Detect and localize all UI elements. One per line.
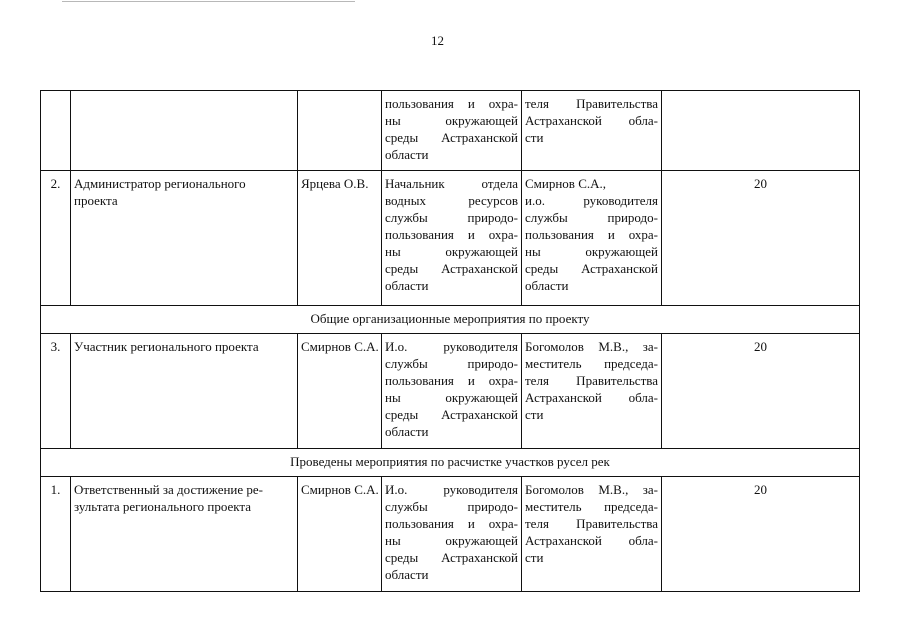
supervisor-text-line: Астраханской обла- <box>525 533 658 548</box>
share-cell: 20 <box>662 171 860 306</box>
responsibility-table <box>40 90 860 592</box>
table-row <box>41 91 860 171</box>
position-cell <box>382 91 522 171</box>
supervisor-text-line: и.о. руководителя <box>525 193 658 208</box>
role-text-line: Администратор регионального <box>74 176 246 191</box>
person-cell: Смирнов С.А. <box>298 334 382 449</box>
section-title: Проведены мероприятия по расчистке участков русел рек <box>41 449 860 477</box>
position-text-line: пользования и охра- <box>385 516 518 531</box>
supervisor-cell <box>522 334 662 449</box>
supervisor-text-line: сти <box>525 130 544 145</box>
role-cell <box>71 477 298 592</box>
section-header-row <box>41 306 860 334</box>
role-cell <box>71 91 298 171</box>
supervisor-text-line: меститель председа- <box>525 499 658 514</box>
table-row <box>41 171 860 306</box>
supervisor-text-line: сти <box>525 407 544 422</box>
share-cell: 20 <box>662 334 860 449</box>
role-text-line: зультата регионального проекта <box>74 499 252 514</box>
position-text-line: службы природо- <box>385 356 518 371</box>
supervisor-text-line: теля Правительства <box>525 373 658 388</box>
position-text-line: области <box>385 147 429 162</box>
position-text-line: И.о. руководителя <box>385 339 518 354</box>
position-text-line: И.о. руководителя <box>385 482 518 497</box>
supervisor-text-line: ны окружающей <box>525 244 658 259</box>
role-text-line: Ответственный за достижение ре- <box>74 482 263 497</box>
role-cell <box>71 334 298 449</box>
row-number-cell: 1. <box>41 477 71 592</box>
position-text-line: среды Астраханской <box>385 550 518 565</box>
row-number-cell: 3. <box>41 334 71 449</box>
position-text-line: пользования и охра- <box>385 227 518 242</box>
supervisor-cell <box>522 91 662 171</box>
position-cell <box>382 334 522 449</box>
position-text-line: службы природо- <box>385 210 518 225</box>
position-cell <box>382 171 522 306</box>
role-cell <box>71 171 298 306</box>
table-body <box>41 91 860 592</box>
scan-artifact-line <box>62 1 355 2</box>
position-text-line: ны окружающей <box>385 533 518 548</box>
position-text-line: Начальник отдела <box>385 176 518 191</box>
share-cell <box>662 91 860 171</box>
supervisor-text-line: меститель председа- <box>525 356 658 371</box>
person-cell: Ярцева О.В. <box>298 171 382 306</box>
person-cell: Смирнов С.А. <box>298 477 382 592</box>
section-header-row <box>41 449 860 477</box>
table-row <box>41 477 860 592</box>
position-text-line: пользования и охра- <box>385 96 518 111</box>
supervisor-text-line: Астраханской обла- <box>525 390 658 405</box>
section-title: Общие организационные мероприятия по проекту <box>41 306 860 334</box>
supervisor-text-line: Смирнов С.А., <box>525 176 607 191</box>
position-text-line: области <box>385 278 429 293</box>
supervisor-cell <box>522 171 662 306</box>
position-text-line: области <box>385 424 429 439</box>
supervisor-text-line: среды Астраханской <box>525 261 658 276</box>
supervisor-text-line: Богомолов М.В., за- <box>525 339 658 354</box>
supervisor-cell <box>522 477 662 592</box>
position-text-line: среды Астраханской <box>385 407 518 422</box>
page-number: 12 <box>431 33 444 48</box>
position-text-line: области <box>385 567 429 582</box>
supervisor-text-line: теля Правительства <box>525 96 658 111</box>
table-row <box>41 334 860 449</box>
supervisor-text-line: сти <box>525 550 544 565</box>
supervisor-text-line: Астраханской обла- <box>525 113 658 128</box>
position-text-line: ны окружающей <box>385 390 518 405</box>
supervisor-text-line: теля Правительства <box>525 516 658 531</box>
row-number-cell <box>41 91 71 171</box>
role-text-line: Участник регионального проекта <box>74 339 259 354</box>
person-cell <box>298 91 382 171</box>
position-text-line: среды Астраханской <box>385 130 518 145</box>
supervisor-text-line: Богомолов М.В., за- <box>525 482 658 497</box>
position-text-line: среды Астраханской <box>385 261 518 276</box>
role-text-line: проекта <box>74 193 118 208</box>
position-text-line: ны окружающей <box>385 244 518 259</box>
row-number-cell: 2. <box>41 171 71 306</box>
supervisor-text-line: пользования и охра- <box>525 227 658 242</box>
supervisor-text-line: службы природо- <box>525 210 658 225</box>
supervisor-text-line: области <box>525 278 569 293</box>
share-cell: 20 <box>662 477 860 592</box>
position-text-line: пользования и охра- <box>385 373 518 388</box>
position-text-line: службы природо- <box>385 499 518 514</box>
position-text-line: ны окружающей <box>385 113 518 128</box>
position-text-line: водных ресурсов <box>385 193 518 208</box>
position-cell <box>382 477 522 592</box>
